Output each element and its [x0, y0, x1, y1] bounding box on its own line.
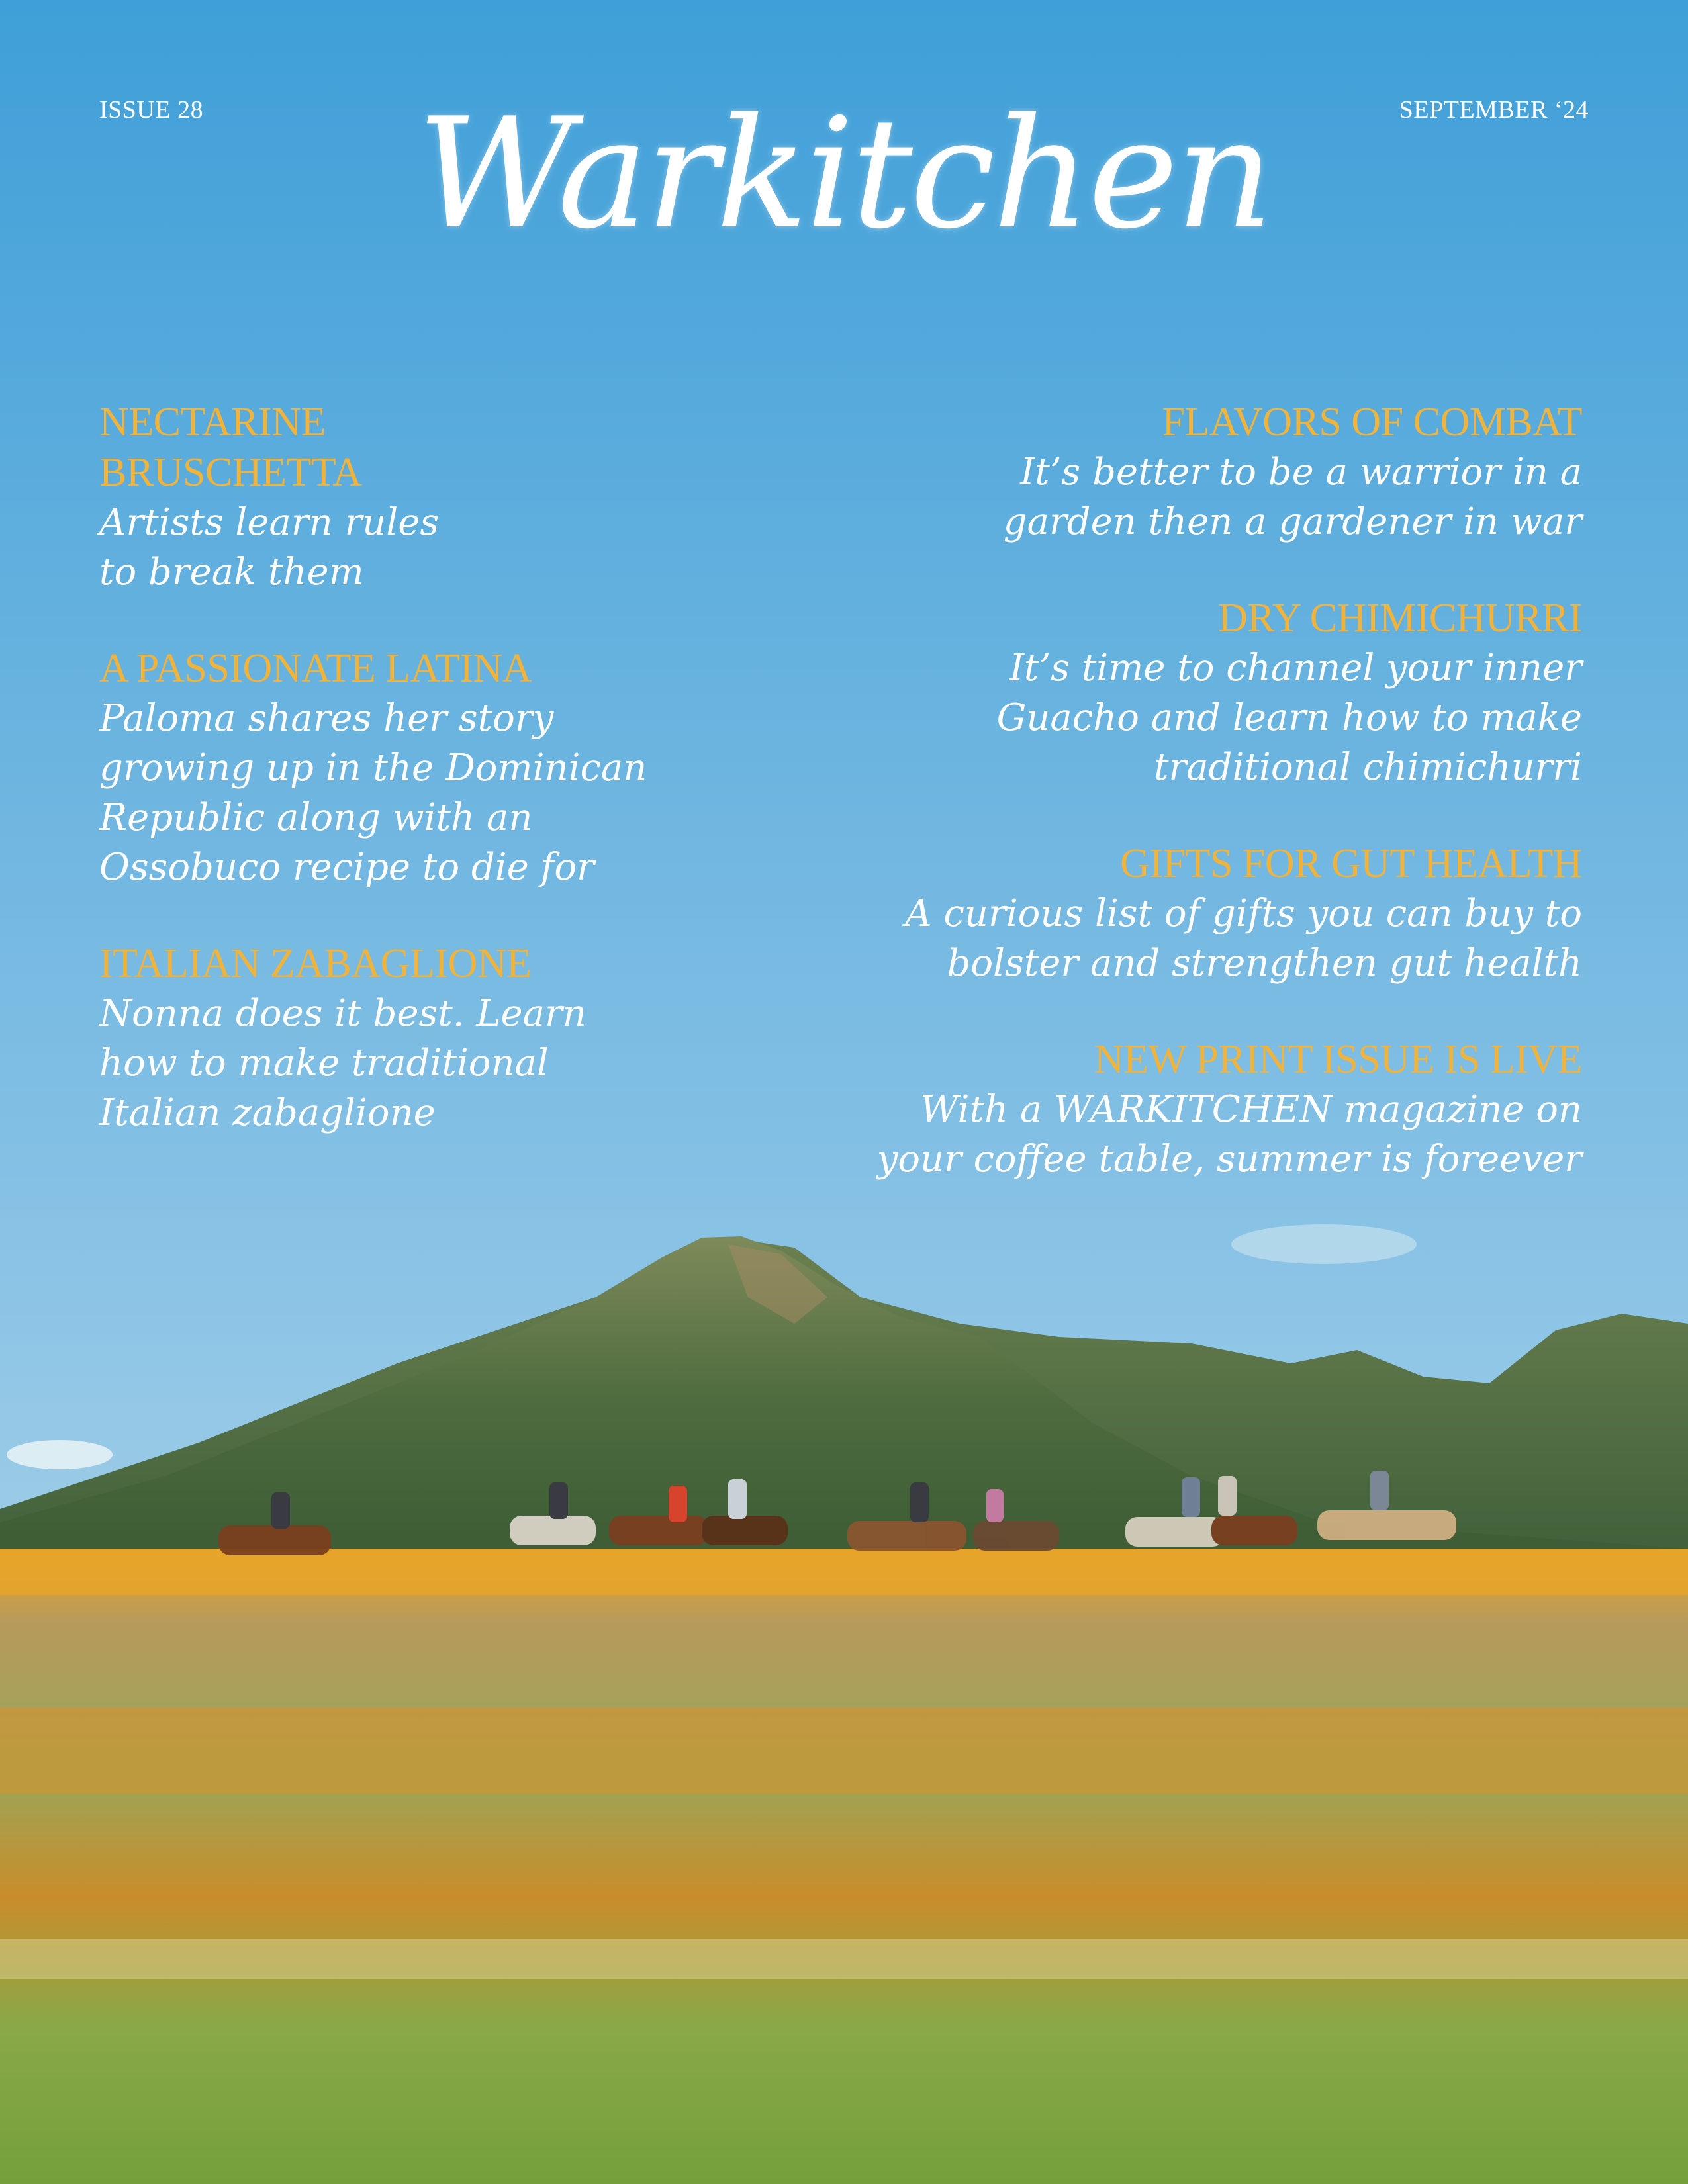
- dek-line: It’s time to channel your inner: [1009, 647, 1582, 690]
- cover-line-dek: [99, 498, 794, 597]
- dek-line: to break them: [99, 551, 364, 594]
- cover-line: [821, 839, 1582, 988]
- dek-line: Artists learn rules: [99, 501, 440, 544]
- cover-line-headline: NEW PRINT ISSUE IS LIVE: [1094, 1037, 1582, 1082]
- cover-line: [821, 397, 1582, 547]
- issue-date: SEPTEMBER ‘24: [1399, 96, 1589, 124]
- cover-line-headline: ITALIAN ZABAGLIONE: [99, 941, 532, 986]
- dek-line: traditional chimichurri: [1153, 746, 1582, 789]
- cover-line-headline: DRY CHIMICHURRI: [1218, 596, 1582, 641]
- masthead-logo: Warkitchen: [416, 86, 1272, 263]
- dek-line: It’s better to be a warrior in a: [1020, 451, 1582, 494]
- dek-line: A curious list of gifts you can buy to: [905, 892, 1582, 935]
- cover-line: [99, 938, 794, 1138]
- cover-line: [821, 1034, 1582, 1184]
- cover-line-headline: FLAVORS OF COMBAT: [1162, 400, 1582, 445]
- issue-number: ISSUE 28: [99, 96, 204, 124]
- cover-line: [99, 643, 794, 892]
- cover-line-dek: [821, 889, 1582, 988]
- dek-line: bolster and strengthen gut health: [947, 942, 1582, 985]
- dek-line: garden then a gardener in war: [1003, 500, 1582, 543]
- cover-line: [99, 397, 794, 597]
- cover-line-dek: [821, 447, 1582, 547]
- dek-line: Guacho and learn how to make: [996, 696, 1582, 739]
- cover-line-dek: [821, 643, 1582, 792]
- dek-line: Nonna does it best. Learn: [99, 992, 586, 1035]
- cover-line-dek: [99, 694, 794, 892]
- cover-line-dek: [821, 1085, 1582, 1184]
- dek-line: how to make traditional: [99, 1042, 549, 1085]
- dek-line: Republic along with an: [99, 796, 533, 839]
- left-cover-lines: [99, 397, 794, 1184]
- dek-line: growing up in the Dominican: [99, 747, 647, 790]
- dek-line: Italian zabaglione: [99, 1091, 436, 1134]
- cover-line-headline: NECTARINE BRUSCHETTA: [99, 400, 362, 495]
- cover-line-dek: [99, 989, 794, 1138]
- dek-line: your coffee table, summer is foreever: [876, 1138, 1582, 1181]
- dek-line: With a WARKITCHEN magazine on: [919, 1088, 1582, 1131]
- cover-line-headline: GIFTS FOR GUT HEALTH: [1120, 841, 1582, 886]
- dek-line: Paloma shares her story: [99, 697, 554, 740]
- cover-line: [821, 593, 1582, 792]
- dek-line: Ossobuco recipe to die for: [99, 846, 594, 889]
- right-cover-lines: [821, 397, 1582, 1230]
- cover-line-headline: A PASSIONATE LATINA: [99, 646, 532, 691]
